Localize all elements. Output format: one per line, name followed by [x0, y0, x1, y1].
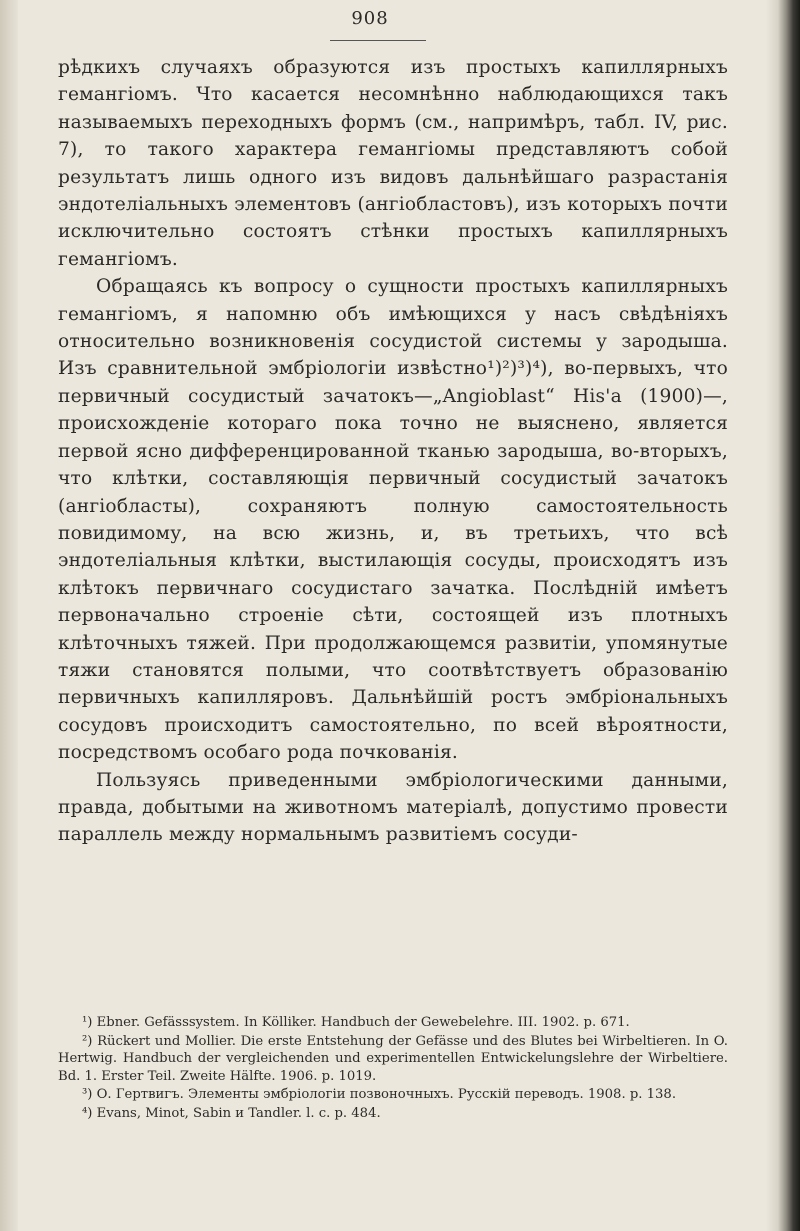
paragraph-2: Обращаясь къ вопросу о сущности простыхъ капиллярныхъ гемангіомъ, я напомню объ имѣющихся у насъ свѣдѣніяхъ относительно возникновенія сосудистой системы у зародыша. Изъ сравнительной эмбріологіи извѣстно¹)²)³)⁴), во-первыхъ, что первичный сосудистый зачатокъ—„Angioblast“ His'а (1900)—, происхожденіе котораго пока точно не выяснено, является первой ясно дифференцированной тканью зародыша, во-вторыхъ, что клѣтки, составляющія первичный сосудистый зачатокъ (ангіобласты), сохраняютъ полную самостоятельность повидимому, на всю жизнь, и, въ третьихъ, что всѣ эндотеліальныя клѣтки, выстилающія сосуды, происходятъ изъ клѣтокъ первичнаго сосудистаго зачатка. Послѣдній имѣетъ первоначально строеніе сѣти, состоящей изъ плотныхъ клѣточныхъ тяжей. При продолжающемся развитіи, упомянутые тяжи становятся полыми, что соотвѣтствуетъ образованію первичныхъ капилляровъ. Дальнѣйшій ростъ эмбріональныхъ сосудовъ происходитъ самостоятельно, по всей вѣроятности, посредствомъ особаго рода почкованія. — [58, 276, 728, 764]
page-binding-shadow — [766, 0, 800, 1231]
footnote-1: ¹) Ebner. Gefässsystem. In Kölliker. Handbuch der Gewebelehre. III. 1902. p. 671. — [82, 1015, 630, 1030]
footnote-3: ³) О. Гертвигъ. Элементы эмбріологіи позвоночныхъ. Русскій переводъ. 1908. p. 138. — [82, 1087, 677, 1103]
page-left-edge — [0, 0, 18, 1231]
footnote-4: ⁴) Evans, Minot, Sabin и Tandler. l. c. p. 484. — [82, 1105, 381, 1121]
page-number: 908 — [351, 8, 389, 29]
paragraph-1: рѣдкихъ случаяхъ образуются изъ простыхъ капиллярныхъ гемангіомъ. Что касается несомнѣнно наблюдающихся такъ называемыхъ переходныхъ формъ (см., напримѣръ, табл. IV, рис. 7), то такого характера гемангіомы представляютъ собой результатъ лишь одного изъ видовъ дальнѣйшаго разрастанія эндотеліальныхъ элементовъ (ангіобластовъ), изъ которыхъ почти исключительно состоятъ стѣнки простыхъ капиллярныхъ гемангіомъ. — [58, 57, 728, 270]
footnote-2: ²) Rückert und Mollier. Die erste Entstehung der Gefässe und des Blutes bei Wirbeltieren. In O. Hertwig. Handbuch der vergleichenden und experimentellen Entwickelungslehre der Wirbeltiere. Bd. 1. Erster Teil. Zweite Hälfte. 1906. p. 1019. — [58, 1033, 728, 1084]
page-number-rule — [330, 40, 426, 41]
paragraph-3: Пользуясь приведенными эмбріологическими данными, правда, добытыми на животномъ матеріалѣ, допустимо провести параллель между нормальнымъ развитіемъ сосуди- — [58, 769, 728, 846]
main-text — [58, 54, 728, 849]
footnotes — [58, 1014, 728, 1124]
